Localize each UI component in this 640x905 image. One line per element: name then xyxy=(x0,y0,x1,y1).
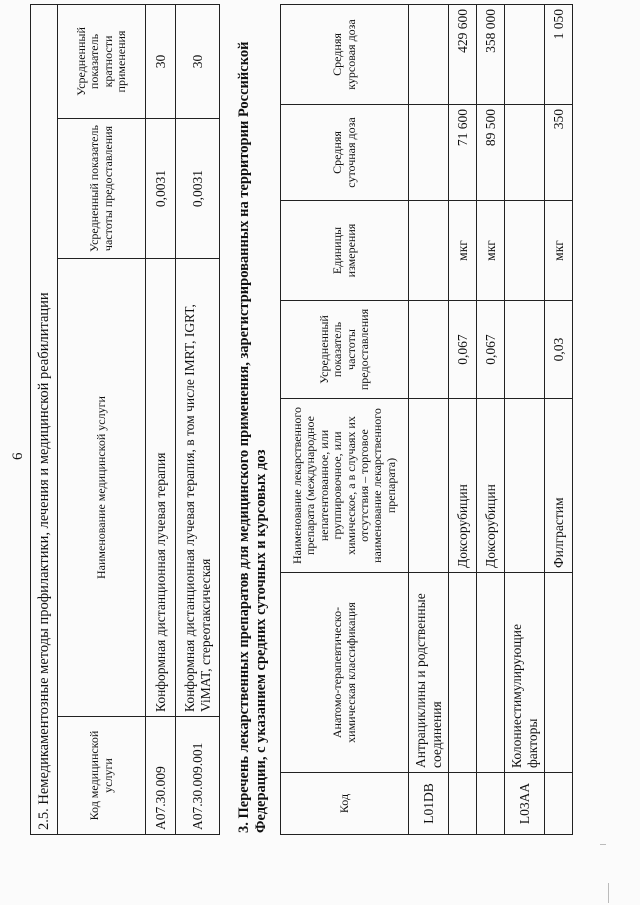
drug-frequency xyxy=(505,301,545,399)
drug-daily-dose: 89 500 xyxy=(477,105,505,201)
drug-daily-dose xyxy=(409,105,449,201)
section-2-5-title: 2.5. Немедикаментозные методы профилактики, лечения и медицинской реабилитации xyxy=(31,4,58,834)
service-code: A07.30.009.001 xyxy=(176,717,220,835)
atc-code: L01DB xyxy=(409,773,449,835)
atc-name xyxy=(449,573,477,773)
table-row xyxy=(505,5,545,835)
header-service-name: Наименование медицинской услуги xyxy=(58,259,146,717)
service-frequency: 0,0031 xyxy=(176,119,220,259)
drug-unit: мкг xyxy=(545,201,573,301)
section-3-title: 3. Перечень лекарственных препаратов для медицинского применения, зарегистрированных на территории Российской Федерации, с указанием средних суточных и курсовых доз xyxy=(236,41,269,833)
table-row xyxy=(545,5,573,835)
service-multiplicity: 30 xyxy=(176,4,220,118)
drug-name: Филграстим xyxy=(545,399,573,573)
atc-name xyxy=(545,573,573,773)
drug-name xyxy=(505,399,545,573)
atc-name xyxy=(477,573,505,773)
drug-course-dose: 358 000 xyxy=(477,5,505,105)
table-nonmedical-methods xyxy=(30,4,220,835)
service-name: Конформная дистанционная лучевая терапия xyxy=(146,259,176,717)
service-name: Конформная дистанционная лучевая терапия, в том числе IMRT, IGRT, ViMAT, стереотаксическая xyxy=(176,259,220,717)
drug-unit: мкг xyxy=(449,201,477,301)
service-code: A07.30.009 xyxy=(146,717,176,835)
table-row xyxy=(409,5,449,835)
drug-course-dose: 1 050 xyxy=(545,5,573,105)
atc-code: L03AA xyxy=(505,773,545,835)
header-drug-name: Наименование лекарственного препарата (международное непатентованное, или группировочное, или химическое, а в случаях их отсутствия – торговое наименование лекарственного препарата) xyxy=(281,399,409,573)
header-unit: Единицы измерения xyxy=(281,201,409,301)
drug-frequency: 0,03 xyxy=(545,301,573,399)
drug-unit xyxy=(505,201,545,301)
atc-code xyxy=(545,773,573,835)
drug-unit: мкг xyxy=(477,201,505,301)
atc-code xyxy=(477,773,505,835)
scan-mark xyxy=(608,883,609,903)
drug-course-dose xyxy=(505,5,545,105)
table-row xyxy=(477,5,505,835)
drug-frequency: 0,067 xyxy=(449,301,477,399)
header-daily-dose: Средняя суточная доза xyxy=(281,105,409,201)
drug-daily-dose xyxy=(505,105,545,201)
table-row xyxy=(146,4,176,834)
drug-daily-dose: 350 xyxy=(545,105,573,201)
drug-unit xyxy=(409,201,449,301)
scan-mark xyxy=(600,844,606,845)
atc-name: Колониестимулирующие факторы xyxy=(505,573,545,773)
table-drugs xyxy=(280,4,573,835)
drug-name xyxy=(409,399,449,573)
header-multiplicity: Усредненный показатель кратности применения xyxy=(58,4,146,118)
header-code: Код xyxy=(281,773,409,835)
drug-frequency xyxy=(409,301,449,399)
header-service-code: Код медицинской услуги xyxy=(58,717,146,835)
drug-course-dose: 429 600 xyxy=(449,5,477,105)
table-row xyxy=(449,5,477,835)
header-frequency: Усредненный показатель частоты предоставления xyxy=(281,301,409,399)
atc-code xyxy=(449,773,477,835)
header-atc: Анатомо-терапевтическо-химическая классификация xyxy=(281,573,409,773)
header-course-dose: Средняя курсовая доза xyxy=(281,5,409,105)
service-multiplicity: 30 xyxy=(146,4,176,118)
atc-name: Антрациклины и родственные соединения xyxy=(409,573,449,773)
drug-name: Доксорубицин xyxy=(449,399,477,573)
drug-daily-dose: 71 600 xyxy=(449,105,477,201)
drug-course-dose xyxy=(409,5,449,105)
service-frequency: 0,0031 xyxy=(146,119,176,259)
table-row xyxy=(176,4,220,834)
drug-frequency: 0,067 xyxy=(477,301,505,399)
page-number: 6 xyxy=(10,452,26,460)
header-frequency: Усредненный показатель частоты предоставления xyxy=(58,119,146,259)
drug-name: Доксорубицин xyxy=(477,399,505,573)
